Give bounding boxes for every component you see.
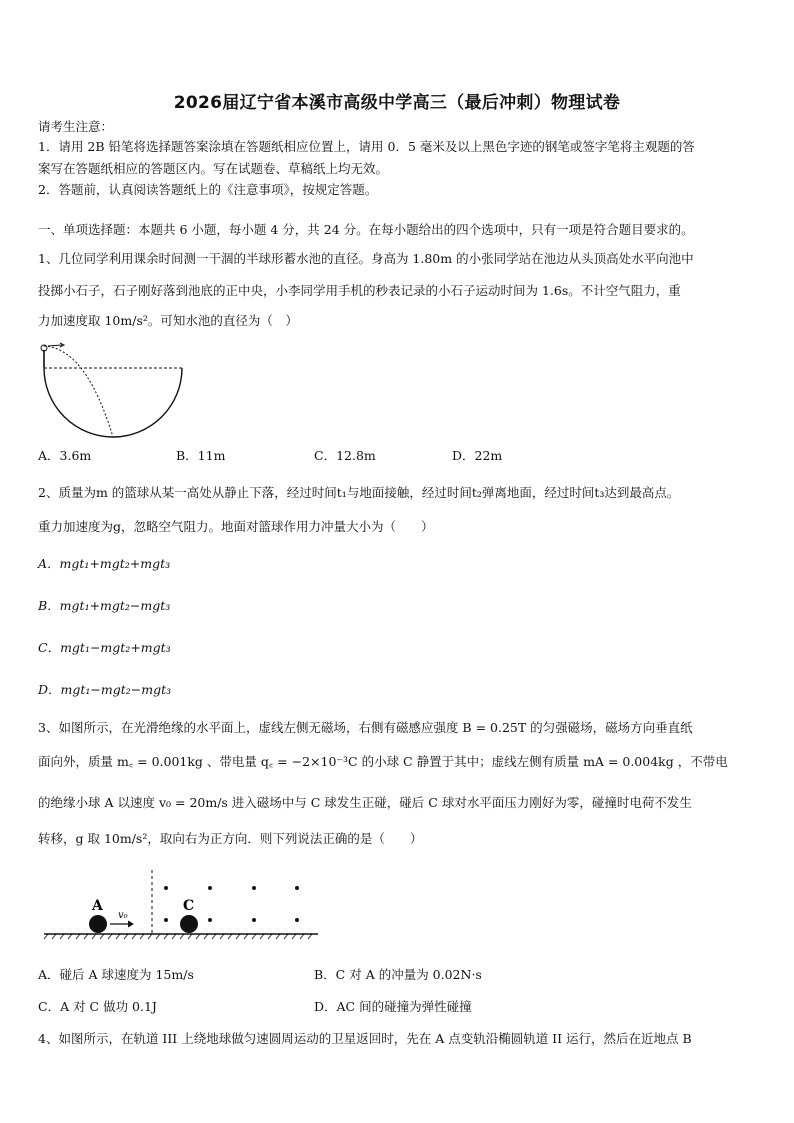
ball-a	[89, 915, 107, 933]
q2-line-1: 2、质量为m 的篮球从某一高处从静止下落，经过时间t₁与地面接触，经过时间t₂弹离地面，经过时间t₃达到最高点。	[38, 485, 680, 500]
q1-line-2: 投掷小石子，石子刚好落到池底的正中央，小李同学用手机的秒表记录的小石子运动时间为 1.6s。不计空气阻力，重	[38, 283, 681, 298]
q1-option-b[interactable]: B．11m	[176, 448, 226, 463]
q4-line-1: 4、如图所示，在轨道 III 上绕地球做匀速圆周运动的卫星返回时，先在 A 点变轨沿椭圆轨道 II 运行，然后在近地点 B	[38, 1031, 692, 1046]
q2-option-c[interactable]: C．mgt₁−mgt₂+mgt₃	[38, 640, 171, 655]
velocity-label: v₀	[118, 910, 128, 921]
q3-line-4: 转移，g 取 10m/s²，取向右为正方向．则下列说法正确的是（ ）	[38, 831, 423, 846]
q1-line-3: 力加速度取 10m/s²。可知水池的直径为（ ）	[38, 313, 298, 328]
ground-hatching	[44, 934, 312, 939]
ball-c	[180, 915, 198, 933]
section-heading: 一、单项选择题：本题共 6 小题，每小题 4 分，共 24 分。在每小题给出的四个选项中，只有一项是符合题目要求的。	[38, 222, 694, 237]
q2-option-b[interactable]: B．mgt₁+mgt₂−mgt₃	[38, 598, 171, 613]
notice-item-1-line-1: 1．请用 2B 铅笔将选择题答案涂填在答题纸相应位置上，请用 0．5 毫米及以上黑色字迹的钢笔或签字笔将主观题的答	[38, 139, 695, 154]
q1-option-d[interactable]: D．22m	[452, 448, 503, 463]
q3-option-b[interactable]: B．C 对 A 的冲量为 0.02N·s	[314, 967, 482, 982]
q3-collision-figure	[42, 866, 322, 946]
q3-option-c[interactable]: C．A 对 C 做功 0.1J	[38, 999, 157, 1014]
q3-option-a[interactable]: A．碰后 A 球速度为 15m/s	[38, 967, 194, 982]
page-title: 2026届辽宁省本溪市高级中学高三（最后冲刺）物理试卷	[173, 93, 621, 113]
q2-line-2: 重力加速度为g，忽略空气阻力。地面对篮球作用力冲量大小为（ ）	[38, 519, 434, 534]
q3-line-3: 的绝缘小球 A 以速度 v₀ = 20m/s 进入磁场中与 C 球发生正碰，碰后 C 球对水平面压力刚好为零，碰撞时电荷不发生	[38, 795, 692, 810]
notice-item-1-line-2: 案写在答题纸相应的答题区内。写在试题卷、草稿纸上均无效。	[38, 161, 389, 176]
q1-pool-figure	[36, 338, 186, 438]
q2-option-d[interactable]: D．mgt₁−mgt₂−mgt₃	[38, 682, 172, 697]
q1-option-a[interactable]: A．3.6m	[38, 448, 92, 463]
throw-arrow	[48, 345, 62, 346]
q3-option-d[interactable]: D．AC 间的碰撞为弹性碰撞	[314, 999, 472, 1014]
q3-line-1: 3、如图所示，在光滑绝缘的水平面上，虚线左侧无磁场，右侧有磁感应强度 B = 0.25T 的匀强磁场，磁场方向垂直纸	[38, 720, 693, 735]
q1-line-1: 1、几位同学利用课余时间测一干涸的半球形蓄水池的直径。身高为 1.80m 的小张同学站在池边从头顶高处水平向池中	[38, 251, 694, 266]
notice-heading: 请考生注意：	[38, 119, 114, 134]
stone-trajectory	[44, 346, 113, 437]
notice-item-2: 2．答题前，认真阅读答题纸上的《注意事项》，按规定答题。	[38, 182, 378, 197]
q2-option-a[interactable]: A．mgt₁+mgt₂+mgt₃	[38, 556, 171, 571]
q3-line-2: 面向外，质量 m꜀ = 0.001kg 、带电量 q꜀ = −2×10⁻³C 的小球 C 静置于其中；虚线左侧有质量 mA = 0.004kg ，不带电	[38, 754, 728, 769]
ball-a-label: A	[92, 898, 103, 914]
q1-option-c[interactable]: C．12.8m	[314, 448, 376, 463]
pool-arc	[44, 368, 182, 437]
ball-c-label: C	[183, 898, 195, 914]
